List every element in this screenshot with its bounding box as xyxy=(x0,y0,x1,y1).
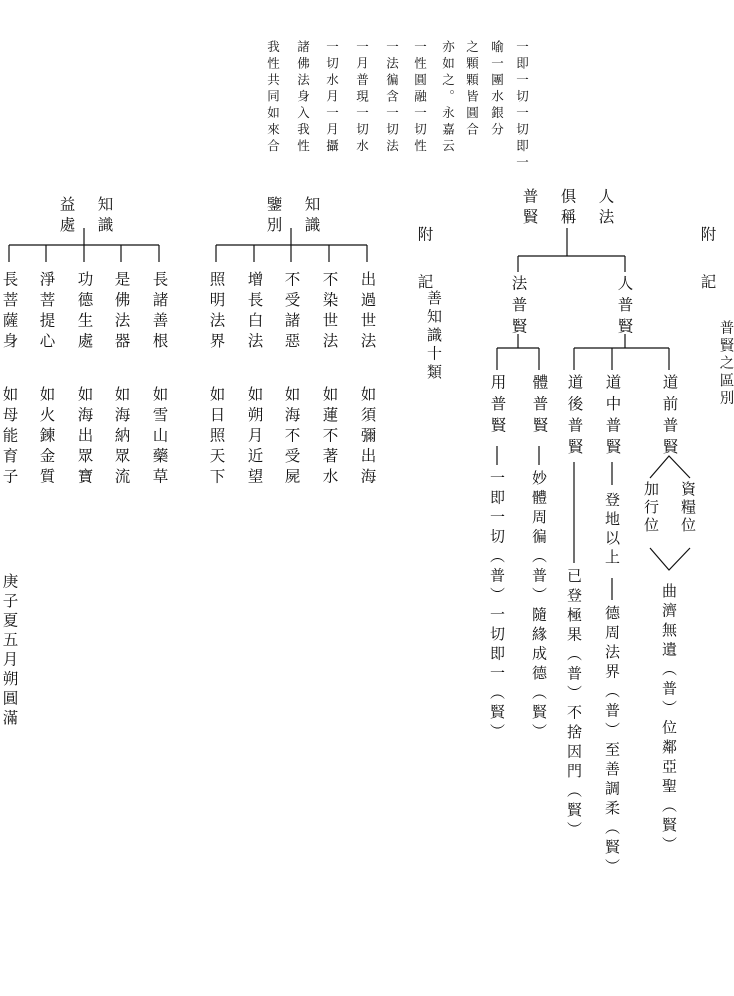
daozhong-dash-text: 登地以上 xyxy=(603,492,621,568)
yong-puxian-label: 用普賢 xyxy=(488,374,507,439)
puxian-title: 普賢之區別 xyxy=(717,320,734,408)
poem-line-8: 一切水月一月攝 xyxy=(324,40,340,156)
group2-simile-4: 如火鍊金質 xyxy=(37,386,56,489)
daoqian-bracket-bottom: 加行位 xyxy=(642,481,660,535)
group2-simile-1: 如雪山藥草 xyxy=(150,386,169,489)
top-label-renfa: 人法 xyxy=(596,188,615,229)
group1-simile-1: 如須彌出海 xyxy=(358,386,377,489)
completion-date: 庚子夏五月朔圓滿 xyxy=(0,573,19,729)
group2-label-zhishi: 知識 xyxy=(95,196,114,237)
daoqian-tail: 曲濟無遺（普）位鄰亞聖（賢） xyxy=(660,583,678,856)
group2-item-1: 長諸善根 xyxy=(150,271,169,353)
ti-puxian-tail: 妙體周徧（普）隨緣成德（賢） xyxy=(530,470,548,743)
group1-simile-2: 如蓮不著水 xyxy=(320,386,339,489)
group2-item-2: 是佛法器 xyxy=(112,271,131,353)
daohou-label: 道後普賢 xyxy=(565,374,584,460)
poem-line-5: 一性圓融一切性 xyxy=(412,40,428,156)
group1-simile-5: 如日照天下 xyxy=(207,386,226,489)
group1-item-5: 照明法界 xyxy=(207,271,226,353)
daozhong-label: 道中普賢 xyxy=(603,374,622,460)
zhishi-title: 善知識十類 xyxy=(425,290,443,383)
group1-item-3: 不受諸惡 xyxy=(282,271,301,353)
group1-item-4: 增長白法 xyxy=(245,271,264,353)
poem-line-2: 喻一團水銀分 xyxy=(489,40,505,139)
group2-simile-3: 如海出眾寶 xyxy=(75,386,94,489)
group2-item-4: 淨菩提心 xyxy=(37,271,56,353)
group2-label-yichu: 益處 xyxy=(57,196,76,237)
poem-line-3: 之顆顆皆圓合 xyxy=(464,40,480,139)
group2-simile-2: 如海納眾流 xyxy=(112,386,131,489)
daoqian-label: 道前普賢 xyxy=(660,374,679,460)
bracket-lower xyxy=(650,548,690,570)
group1-label-zhishi: 知識 xyxy=(302,196,321,237)
yong-puxian-tail: 一即一切（普）一切即一（賢） xyxy=(488,470,506,743)
group2-simile-5: 如母能育子 xyxy=(0,386,19,489)
poem-line-10: 我性共同如來合 xyxy=(265,40,281,156)
group2-item-5: 長菩薩身 xyxy=(0,271,19,353)
group2-item-3: 功德生處 xyxy=(75,271,94,353)
fa-puxian-label: 法普賢 xyxy=(509,275,528,340)
poem-line-1: 一即一切一切即一 xyxy=(514,40,530,172)
ren-puxian-label: 人普賢 xyxy=(615,275,634,340)
group1-label-jianbie: 鑒別 xyxy=(264,196,283,237)
group1-simile-4: 如朔月近望 xyxy=(245,386,264,489)
poem-line-4: 亦如之。永嘉云 xyxy=(440,40,456,156)
group1-item-2: 不染世法 xyxy=(320,271,339,353)
group1-item-1: 出過世法 xyxy=(358,271,377,353)
zhishi-fuji: 附 記 xyxy=(415,226,434,296)
daoqian-bracket-top: 資糧位 xyxy=(679,481,697,535)
puxian-fuji: 附 記 xyxy=(698,226,717,296)
group1-simile-3: 如海不受屍 xyxy=(282,386,301,489)
poem-line-9: 諸佛法身入我性 xyxy=(295,40,311,156)
poem-line-7: 一月普現一切水 xyxy=(354,40,370,156)
poem-line-6: 一法徧含一切法 xyxy=(384,40,400,156)
top-label-puxian: 普賢 xyxy=(520,188,539,229)
daohou-tail: 已登極果（普）不捨因門（賢） xyxy=(565,568,583,841)
daozhong-tail: 德周法界（普）至善調柔（賢） xyxy=(603,605,621,878)
ti-puxian-label: 體普賢 xyxy=(530,374,549,439)
top-label-juchen: 俱稱 xyxy=(558,188,577,229)
